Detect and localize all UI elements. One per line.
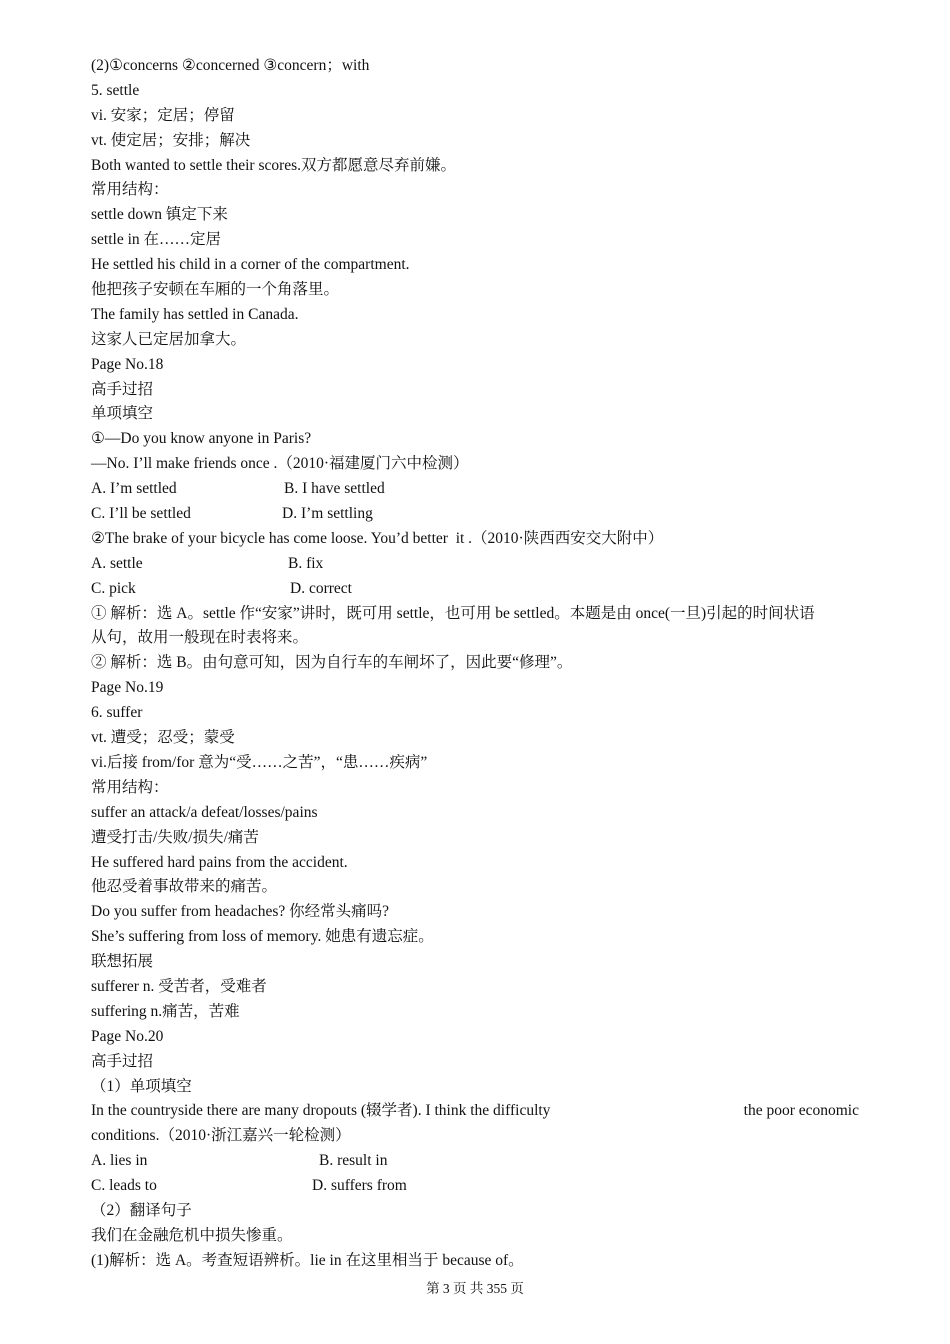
text-line: Do you suffer from headaches? 你经常头痛吗? [91,903,390,921]
text-line: 5. settle [91,81,140,99]
text-line: vi.后接 from/for 意为“受……之苦”，“患……疾病” [91,753,428,771]
text-line: Both wanted to settle their scores.双方都愿意尽弃前嫌。 [91,156,457,174]
page-footer: 第 3 页 共 355 页 [426,1281,524,1296]
option-b: D. correct [290,579,352,597]
text-line: （2）翻译句子 [91,1201,192,1219]
text-line: 联想拓展 [91,953,154,971]
text-line: He settled his child in a corner of the compartment. [91,256,410,274]
option-a: C. pick [91,579,136,597]
text-line: 我们在金融危机中损失惨重。 [91,1226,293,1244]
text-line: Page No.19 [91,679,164,697]
option-b: D. I’m settling [282,505,373,523]
text-line: sufferer n. 受苦者，受难者 [91,977,267,995]
text-line: 他把孩子安顿在车厢的一个角落里。 [91,281,340,299]
text-line: ①—Do you know anyone in Paris? [91,430,312,448]
text-line: 常用结构： [91,181,169,199]
text-line: ① 解析：选 A。settle 作“安家”讲时，既可用 settle，也可用 be settled。本题是由 once(一旦)引起的时间状语 [91,604,815,622]
text-line: (1)解析：选 A。考查短语辨析。lie in 在这里相当于 because of。 [91,1251,524,1269]
option-row [91,477,859,502]
text-line: 常用结构： [91,778,169,796]
option-a: A. I’m settled [91,480,177,498]
text-line: ② 解析：选 B。由句意可知，因为自行车的车闸坏了，因此要“修理”。 [91,654,573,672]
text-line: Page No.18 [91,355,164,373]
option-b: B. I have settled [284,480,385,498]
option-row [91,1149,859,1174]
text-line: The family has settled in Canada. [91,305,299,323]
text-line: He suffered hard pains from the accident. [91,853,348,871]
option-a: C. leads to [91,1177,157,1195]
option-row [91,1174,859,1199]
text-line: Page No.20 [91,1027,164,1045]
text-line: suffering n.痛苦，苦难 [91,1002,240,1020]
text-line: settle in 在……定居 [91,231,222,249]
text-line: —No. I’ll make friends once .（2010·福建厦门六中检测） [91,455,469,473]
text-line: suffer an attack/a defeat/losses/pains [91,803,318,821]
question-line [91,1099,859,1124]
text-line: （1）单项填空 [91,1077,192,1095]
option-row [91,552,859,577]
text-line: 高手过招 [91,380,154,398]
question-text-end: the poor economic [743,1102,859,1120]
text-line: 单项填空 [91,405,154,423]
text-line: settle down 镇定下来 [91,206,228,224]
text-line: 6. suffer [91,704,143,722]
option-row [91,502,859,527]
text-line: (2)①concerns ②concerned ③concern；with [91,57,370,74]
option-a: A. lies in [91,1152,148,1170]
text-line: vi. 安家；定居；停留 [91,106,235,124]
question-text: In the countryside there are many dropouts (辍学者). I think the difficulty [91,1102,551,1120]
text-line: 他忍受着事故带来的痛苦。 [91,878,278,896]
document-body [91,54,859,1274]
text-line: vt. 使定居；安排；解决 [91,131,251,149]
option-b: B. fix [288,554,324,572]
option-b: D. suffers from [312,1177,407,1195]
option-row [91,577,859,602]
text-line: vt. 遭受；忍受；蒙受 [91,729,235,747]
text-line: conditions.（2010·浙江嘉兴一轮检测） [91,1127,351,1145]
text-line: 遭受打击/失败/损失/痛苦 [91,828,259,846]
text-line: 高手过招 [91,1052,154,1070]
text-line: She’s suffering from loss of memory. 她患有遗忘症。 [91,928,434,946]
text-line: 这家人已定居加拿大。 [91,330,247,348]
option-a: C. I’ll be settled [91,505,191,523]
text-line: 从句，故用一般现在时表将来。 [91,629,309,647]
option-a: A. settle [91,554,143,572]
text-line: ②The brake of your bicycle has come loose. You’d better it .（2010·陕西西安交大附中） [91,529,664,547]
option-b: B. result in [319,1152,388,1170]
